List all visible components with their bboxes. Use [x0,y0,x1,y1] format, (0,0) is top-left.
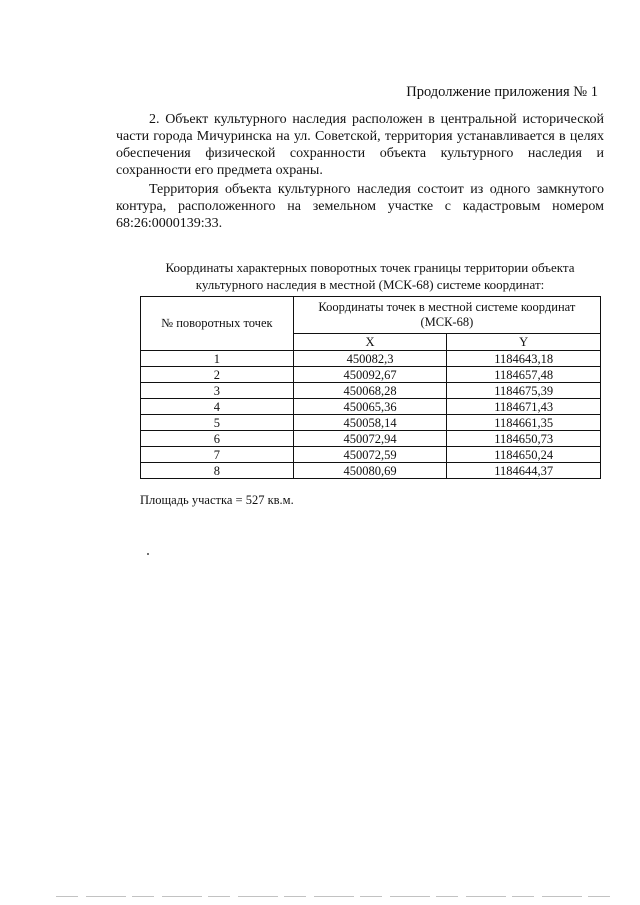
cell-point-number: 3 [141,383,294,399]
table-row [141,399,601,415]
cell-x: 450080,69 [293,463,447,479]
cell-x: 450058,14 [293,415,447,431]
cell-point-number: 8 [141,463,294,479]
table-row [141,447,601,463]
table-row [141,431,601,447]
cell-y: 1184675,39 [447,383,601,399]
scan-edge-line [56,896,616,897]
cell-point-number: 7 [141,447,294,463]
cell-y: 1184644,37 [447,463,601,479]
cell-x: 450065,36 [293,399,447,415]
cell-point-number: 5 [141,415,294,431]
annex-continuation-note: Продолжение приложения № 1 [406,84,598,100]
cell-point-number: 6 [141,431,294,447]
table-caption: Координаты характерных поворотных точек границы территории объекта культурного наследия в местной (МСК-68) системе координат: [165,260,575,292]
header-point-number: № поворотных точек [141,297,294,351]
cell-point-number: 1 [141,351,294,367]
table-row [141,415,601,431]
cell-y: 1184657,48 [447,367,601,383]
cell-point-number: 2 [141,367,294,383]
cell-y: 1184650,24 [447,447,601,463]
cell-x: 450072,94 [293,431,447,447]
table-row [141,367,601,383]
table-row [141,351,601,367]
table-row [141,383,601,399]
paragraph-location: 2. Объект культурного наследия расположен в центральной исторической части города Мичуринска на ул. Советской, территория устанавливается в целях обеспечения физической сохранности объекта культурного наследия и сохранности его предмета охраны. [116,112,604,178]
cell-y: 1184661,35 [447,415,601,431]
cell-y: 1184671,43 [447,399,601,415]
cell-x: 450068,28 [293,383,447,399]
header-x: X [293,334,447,351]
cell-x: 450092,67 [293,367,447,383]
cell-x: 450082,3 [293,351,447,367]
coordinates-table [140,296,601,479]
cell-x: 450072,59 [293,447,447,463]
cell-point-number: 4 [141,399,294,415]
header-coordinates: Координаты точек в местной системе координат (МСК-68) [293,297,600,334]
paragraph-territory: Территория объекта культурного наследия состоит из одного замкнутого контура, расположенного на земельном участке с кадастровым номером 68:26:0000139:33. [116,182,604,231]
cell-y: 1184650,73 [447,431,601,447]
header-y: Y [447,334,601,351]
scan-dot-mark [147,553,149,555]
area-note: Площадь участка = 527 кв.м. [140,493,294,507]
cell-y: 1184643,18 [447,351,601,367]
table-row [141,463,601,479]
